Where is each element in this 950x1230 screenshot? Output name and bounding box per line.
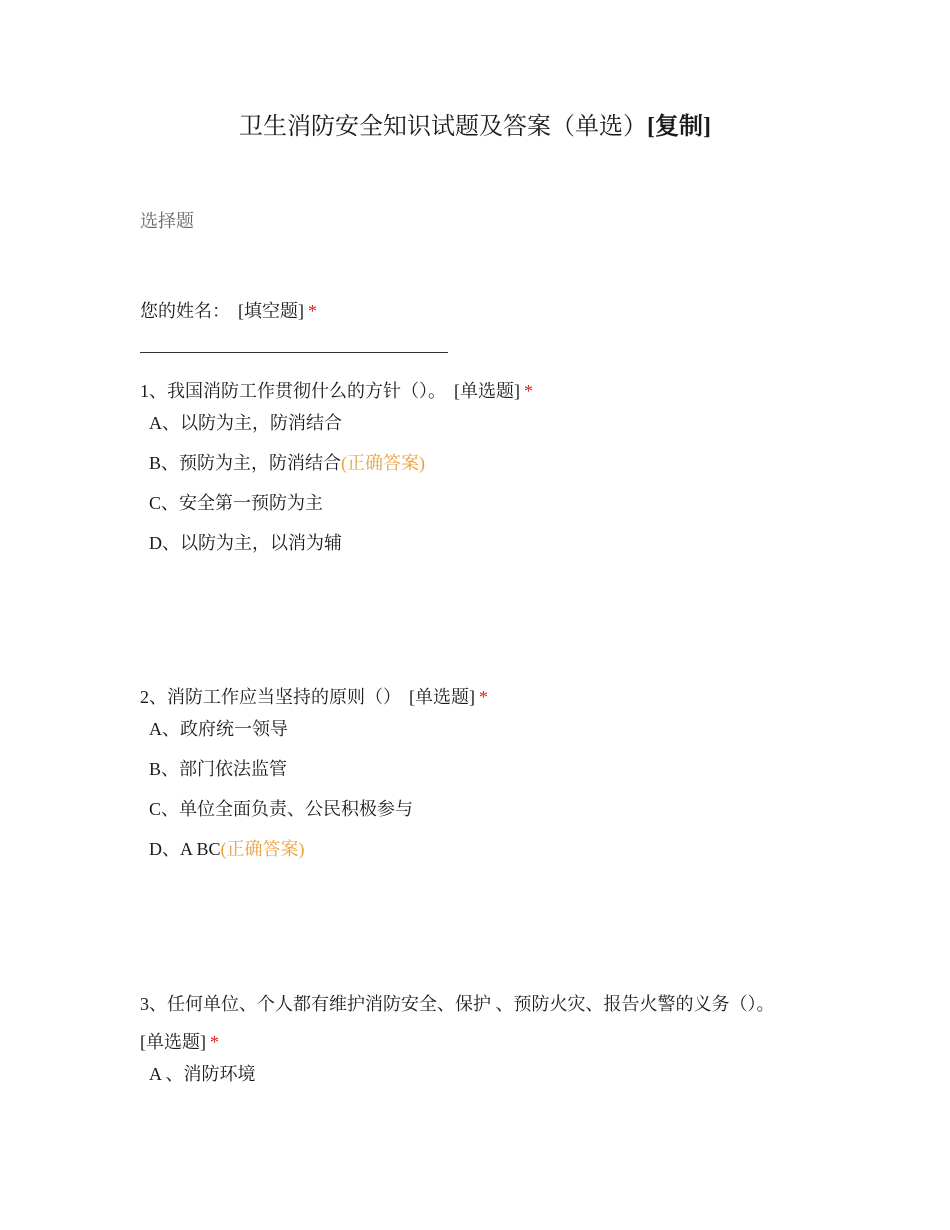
- question-type: [单选题]: [409, 687, 475, 707]
- question-type: [单选题]: [454, 381, 520, 401]
- required-mark: *: [479, 687, 488, 707]
- option-c[interactable]: [149, 796, 840, 836]
- question-3: [140, 985, 840, 1101]
- option-a[interactable]: [149, 1061, 840, 1101]
- question-text: [140, 372, 840, 410]
- option-text: A、以防为主，防消结合: [149, 413, 342, 433]
- copy-tag[interactable]: [复制]: [647, 114, 711, 140]
- option-b[interactable]: [149, 450, 840, 490]
- name-question-text: 您的姓名：: [140, 301, 230, 321]
- option-text: C、单位全面负责、公民积极参与: [149, 799, 414, 819]
- option-text: A、政府统一领导: [149, 719, 288, 739]
- option-d[interactable]: [149, 530, 840, 570]
- option-d[interactable]: [149, 836, 840, 876]
- option-text: D、A BC: [149, 839, 221, 859]
- question-2-text: 2、消防工作应当坚持的原则（）: [140, 687, 401, 707]
- option-a[interactable]: [149, 410, 840, 450]
- option-c[interactable]: [149, 490, 840, 530]
- question-text: [140, 985, 840, 1061]
- question-text: [140, 678, 840, 716]
- correct-answer-label: (正确答案): [341, 453, 426, 473]
- question-type: [填空题]: [238, 301, 304, 321]
- required-mark: *: [308, 301, 317, 321]
- option-text: A 、消防环境: [149, 1064, 256, 1084]
- section-title: 选择题: [140, 211, 194, 231]
- required-mark: *: [210, 1032, 219, 1052]
- option-b[interactable]: [149, 756, 840, 796]
- option-text: C、安全第一预防为主: [149, 493, 324, 513]
- page-title: [0, 110, 950, 144]
- name-input-line[interactable]: [140, 352, 448, 353]
- question-2: [140, 678, 840, 876]
- name-question: [140, 298, 317, 324]
- question-3-text: 3、任何单位、个人都有维护消防安全、保护 、预防火灾、报告火警的义务（）。: [140, 994, 775, 1014]
- question-1-text: 1、我国消防工作贯彻什么的方针（）。: [140, 381, 446, 401]
- option-text: B、预防为主，防消结合: [149, 453, 342, 473]
- option-text: D、以防为主，以消为辅: [149, 533, 342, 553]
- option-text: B、部门依法监管: [149, 759, 288, 779]
- question-1: [140, 372, 840, 570]
- title-text: 卫生消防安全知识试题及答案（单选）: [239, 114, 647, 140]
- question-type: [单选题]: [140, 1032, 206, 1052]
- correct-answer-label: (正确答案): [220, 839, 305, 859]
- option-a[interactable]: [149, 716, 840, 756]
- required-mark: *: [524, 381, 533, 401]
